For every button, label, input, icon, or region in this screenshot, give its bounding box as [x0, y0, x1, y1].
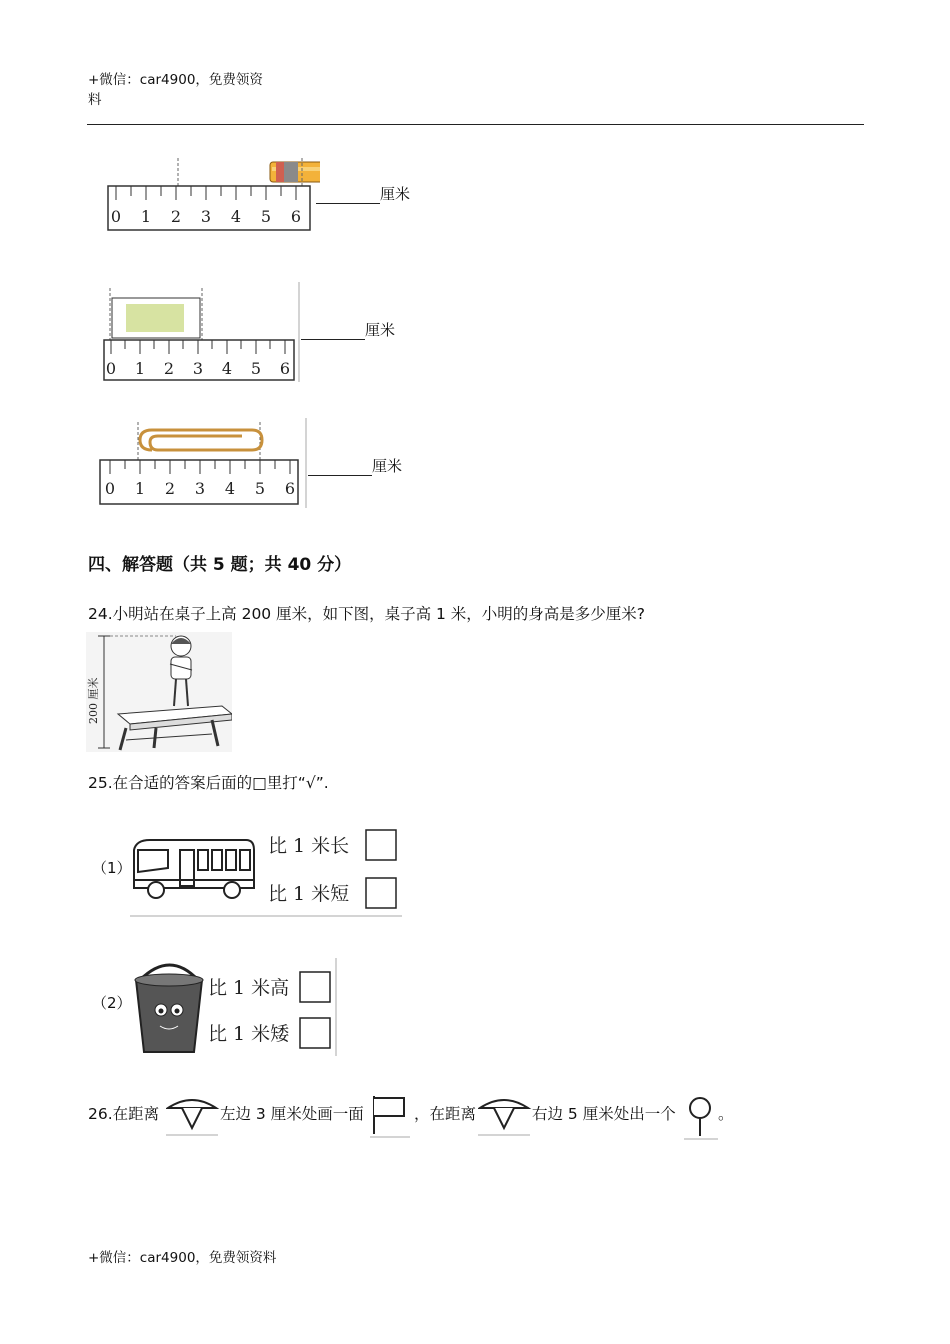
answer-blank[interactable] [301, 323, 365, 340]
height-label: 200 厘米 [87, 677, 100, 724]
checkbox-taller[interactable] [300, 972, 330, 1002]
checkbox-lower[interactable] [300, 1018, 330, 1048]
unit-label: 厘米 [365, 321, 396, 339]
ruler-tick-2: 2 [164, 479, 176, 498]
option-taller: 比 1 米高 [208, 977, 290, 999]
header-rule [87, 124, 864, 125]
option-shorter: 比 1 米短 [268, 883, 350, 905]
pencil-icon [270, 162, 320, 182]
location-pin-icon [684, 1092, 720, 1140]
ruler-tick-0: 0 [110, 207, 122, 226]
ruler-tick-1: 1 [134, 479, 146, 498]
option-longer: 比 1 米长 [268, 835, 350, 857]
ruler-tick-5: 5 [250, 359, 262, 378]
answer-2 [301, 319, 395, 340]
header-line2: 料 [88, 92, 102, 108]
answer-blank[interactable] [316, 187, 380, 204]
q25-part1-number: （1） [92, 859, 132, 877]
question-25: 25.在合适的答案后面的□里打“√”. [88, 774, 329, 792]
ruler-tick-4: 4 [221, 359, 233, 378]
ruler-tick-1: 1 [140, 207, 152, 226]
q26-text-2: 左边 3 厘米处画一面 [220, 1105, 364, 1123]
ruler-tick-6: 6 [290, 207, 302, 226]
boy-on-table-figure [86, 632, 232, 752]
pushpin-icon [478, 1092, 532, 1136]
ruler-tick-0: 0 [104, 479, 116, 498]
ruler-tick-4: 4 [224, 479, 236, 498]
header-watermark [88, 70, 288, 110]
ruler-tick-3: 3 [194, 479, 206, 498]
pushpin-icon [166, 1092, 220, 1136]
unit-label: 厘米 [372, 457, 403, 475]
ruler-tick-5: 5 [260, 207, 272, 226]
eraser-icon [112, 298, 200, 338]
answer-blank[interactable] [308, 459, 372, 476]
header-line1: +微信：car4900，免费领资 [88, 72, 263, 88]
q26-text-4: 右边 5 厘米处出一个 [532, 1105, 676, 1123]
ruler-tick-2: 2 [170, 207, 182, 226]
option-lower: 比 1 米矮 [208, 1023, 290, 1045]
answer-1 [316, 183, 410, 204]
q26-text-5: 。 [718, 1105, 734, 1123]
q26-text-1: 26.在距离 [88, 1105, 160, 1123]
ruler-tick-2: 2 [163, 359, 175, 378]
section-title: 四、解答题（共 5 题；共 40 分） [88, 555, 352, 575]
q25-part2-number: （2） [92, 994, 132, 1012]
q26-text-3: ，在距离 [414, 1105, 477, 1123]
question-26 [88, 1092, 848, 1142]
checkbox-longer[interactable] [366, 830, 396, 860]
ruler-tick-1: 1 [134, 359, 146, 378]
ruler-tick-5: 5 [254, 479, 266, 498]
checkbox-shorter[interactable] [366, 878, 396, 908]
bus-figure [128, 818, 404, 918]
bus-icon [134, 840, 254, 898]
bucket-figure [130, 958, 340, 1058]
question-24: 24.小明站在桌子上高 200 厘米，如下图，桌子高 1 米，小明的身高是多少厘米? [88, 605, 646, 623]
eraser-ruler-figure [96, 282, 302, 384]
ruler-tick-4: 4 [230, 207, 242, 226]
ruler-tick-3: 3 [200, 207, 212, 226]
unit-label: 厘米 [380, 185, 411, 203]
ruler-tick-3: 3 [192, 359, 204, 378]
paperclip-icon [140, 430, 262, 450]
bucket-icon [135, 965, 203, 1052]
flag-icon [370, 1092, 412, 1138]
answer-3 [308, 455, 402, 476]
ruler-tick-6: 6 [284, 479, 296, 498]
footer-watermark: +微信：car4900，免费领资料 [88, 1250, 277, 1266]
ruler-tick-6: 6 [279, 359, 291, 378]
paperclip-ruler-figure [92, 418, 308, 510]
ruler-tick-0: 0 [105, 359, 117, 378]
pencil-ruler-figure [90, 152, 320, 238]
